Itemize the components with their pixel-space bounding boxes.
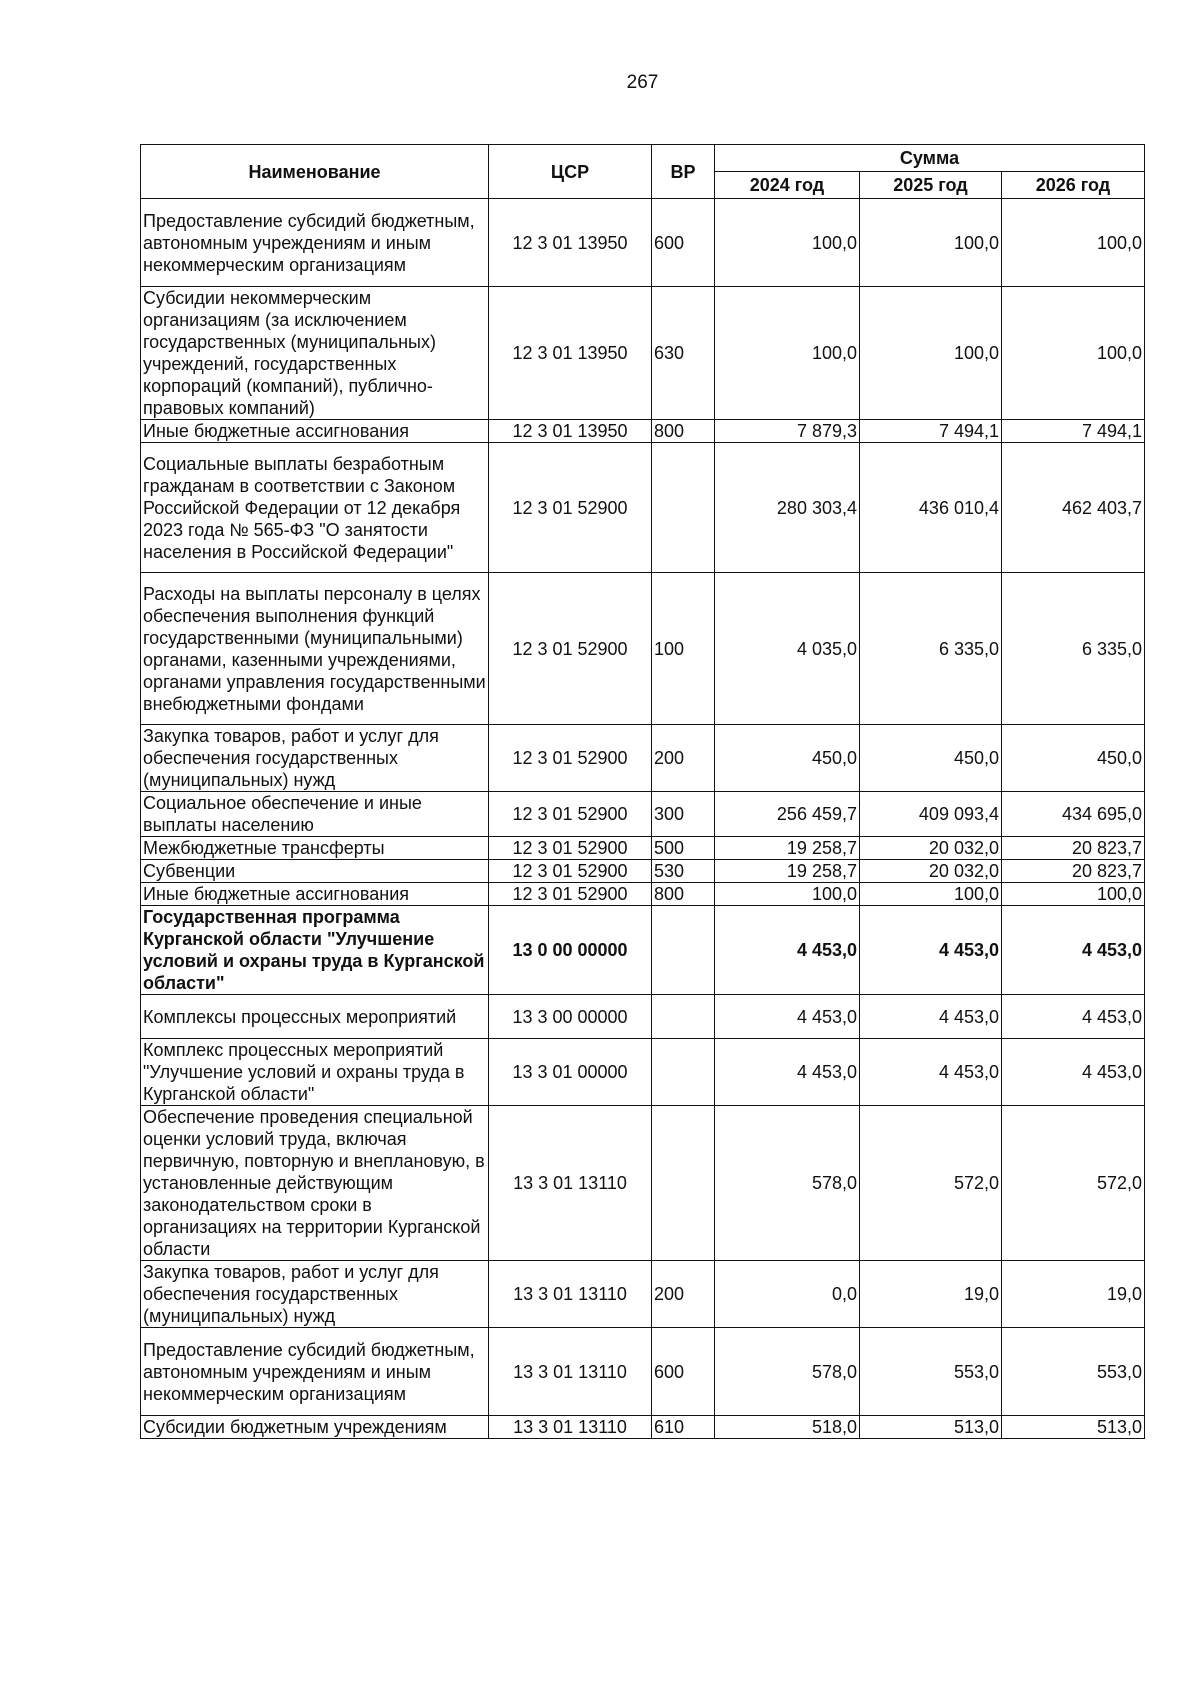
row-vr: 800 <box>652 883 715 906</box>
row-vr <box>652 1106 715 1261</box>
row-value-2026: 7 494,1 <box>1002 420 1145 443</box>
row-value-2024: 19 258,7 <box>715 860 860 883</box>
table-row <box>141 1328 1145 1416</box>
row-value-2026: 553,0 <box>1002 1328 1145 1416</box>
row-csr: 13 3 01 13110 <box>489 1416 652 1439</box>
table-row <box>141 837 1145 860</box>
row-value-2025: 20 032,0 <box>860 860 1002 883</box>
row-value-2026: 4 453,0 <box>1002 1039 1145 1106</box>
header-year-2026: 2026 год <box>1002 172 1145 199</box>
table-row <box>141 995 1145 1039</box>
row-csr: 13 0 00 00000 <box>489 906 652 995</box>
row-csr: 12 3 01 52900 <box>489 443 652 573</box>
row-name: Предоставление субсидий бюджетным, автономным учреждениям и иным некоммерческим организациям <box>141 199 489 287</box>
row-value-2026: 572,0 <box>1002 1106 1145 1261</box>
row-value-2024: 100,0 <box>715 287 860 420</box>
row-value-2024: 450,0 <box>715 725 860 792</box>
row-csr: 12 3 01 52900 <box>489 837 652 860</box>
row-csr: 12 3 01 52900 <box>489 860 652 883</box>
row-csr: 12 3 01 13950 <box>489 199 652 287</box>
row-value-2024: 280 303,4 <box>715 443 860 573</box>
row-value-2025: 4 453,0 <box>860 1039 1002 1106</box>
row-value-2025: 100,0 <box>860 287 1002 420</box>
header-vr: ВР <box>652 145 715 199</box>
table-row <box>141 860 1145 883</box>
row-value-2024: 4 453,0 <box>715 1039 860 1106</box>
row-csr: 12 3 01 13950 <box>489 287 652 420</box>
row-value-2024: 19 258,7 <box>715 837 860 860</box>
row-csr: 12 3 01 52900 <box>489 792 652 837</box>
row-vr <box>652 443 715 573</box>
row-vr: 500 <box>652 837 715 860</box>
row-value-2025: 4 453,0 <box>860 906 1002 995</box>
row-name: Межбюджетные трансферты <box>141 837 489 860</box>
row-value-2025: 436 010,4 <box>860 443 1002 573</box>
row-vr <box>652 1039 715 1106</box>
row-vr: 100 <box>652 573 715 725</box>
row-value-2026: 6 335,0 <box>1002 573 1145 725</box>
row-vr <box>652 995 715 1039</box>
row-csr: 12 3 01 13950 <box>489 420 652 443</box>
row-vr: 530 <box>652 860 715 883</box>
row-value-2025: 7 494,1 <box>860 420 1002 443</box>
row-value-2024: 4 035,0 <box>715 573 860 725</box>
row-value-2025: 513,0 <box>860 1416 1002 1439</box>
budget-table <box>140 144 1145 1439</box>
row-name: Предоставление субсидий бюджетным, автономным учреждениям и иным некоммерческим организациям <box>141 1328 489 1416</box>
row-name: Субсидии бюджетным учреждениям <box>141 1416 489 1439</box>
header-name: Наименование <box>141 145 489 199</box>
row-csr: 13 3 00 00000 <box>489 995 652 1039</box>
row-value-2025: 553,0 <box>860 1328 1002 1416</box>
table-row <box>141 1416 1145 1439</box>
table-row <box>141 443 1145 573</box>
row-csr: 12 3 01 52900 <box>489 573 652 725</box>
row-csr: 12 3 01 52900 <box>489 725 652 792</box>
row-value-2025: 100,0 <box>860 199 1002 287</box>
row-name: Закупка товаров, работ и услуг для обеспечения государственных (муниципальных) нужд <box>141 1261 489 1328</box>
row-value-2025: 6 335,0 <box>860 573 1002 725</box>
table-row <box>141 883 1145 906</box>
table-row <box>141 420 1145 443</box>
row-csr: 12 3 01 52900 <box>489 883 652 906</box>
row-value-2026: 462 403,7 <box>1002 443 1145 573</box>
row-name: Государственная программа Курганской области "Улучшение условий и охраны труда в Курганской области" <box>141 906 489 995</box>
row-csr: 13 3 01 00000 <box>489 1039 652 1106</box>
row-name: Обеспечение проведения специальной оценки условий труда, включая первичную, повторную и внеплановую, в установленные действующим законодательством сроки в организациях на территории Курганской области <box>141 1106 489 1261</box>
row-value-2024: 4 453,0 <box>715 906 860 995</box>
row-vr: 610 <box>652 1416 715 1439</box>
row-value-2025: 4 453,0 <box>860 995 1002 1039</box>
row-name: Комплексы процессных мероприятий <box>141 995 489 1039</box>
row-vr: 600 <box>652 199 715 287</box>
row-value-2024: 256 459,7 <box>715 792 860 837</box>
row-value-2026: 434 695,0 <box>1002 792 1145 837</box>
row-value-2026: 100,0 <box>1002 883 1145 906</box>
row-name: Субсидии некоммерческим организациям (за исключением государственных (муниципальных) учреждений, государственных корпораций (компаний), публично-правовых компаний) <box>141 287 489 420</box>
row-vr: 200 <box>652 725 715 792</box>
row-value-2026: 100,0 <box>1002 199 1145 287</box>
table-body <box>141 199 1145 1439</box>
row-vr: 630 <box>652 287 715 420</box>
table-row <box>141 906 1145 995</box>
row-value-2026: 19,0 <box>1002 1261 1145 1328</box>
row-value-2024: 0,0 <box>715 1261 860 1328</box>
row-value-2025: 19,0 <box>860 1261 1002 1328</box>
row-value-2026: 450,0 <box>1002 725 1145 792</box>
table-row <box>141 573 1145 725</box>
table-row <box>141 1261 1145 1328</box>
row-csr: 13 3 01 13110 <box>489 1328 652 1416</box>
row-value-2024: 578,0 <box>715 1106 860 1261</box>
row-value-2025: 20 032,0 <box>860 837 1002 860</box>
row-value-2024: 578,0 <box>715 1328 860 1416</box>
header-year-2025: 2025 год <box>860 172 1002 199</box>
row-vr: 300 <box>652 792 715 837</box>
row-vr: 200 <box>652 1261 715 1328</box>
row-name: Комплекс процессных мероприятий "Улучшение условий и охраны труда в Курганской области" <box>141 1039 489 1106</box>
row-value-2024: 100,0 <box>715 199 860 287</box>
row-name: Закупка товаров, работ и услуг для обеспечения государственных (муниципальных) нужд <box>141 725 489 792</box>
row-value-2026: 513,0 <box>1002 1416 1145 1439</box>
row-name: Расходы на выплаты персоналу в целях обеспечения выполнения функций государственными (муниципальными) органами, казенными учреждениями, органами управления государственными внебюджетными фондами <box>141 573 489 725</box>
table-row <box>141 792 1145 837</box>
row-name: Социальное обеспечение и иные выплаты населению <box>141 792 489 837</box>
row-vr: 800 <box>652 420 715 443</box>
table-row <box>141 1106 1145 1261</box>
header-csr: ЦСР <box>489 145 652 199</box>
row-value-2026: 20 823,7 <box>1002 860 1145 883</box>
row-name: Социальные выплаты безработным гражданам в соответствии с Законом Российской Федерации от 12 декабря 2023 года № 565-ФЗ "О занятости населения в Российской Федерации" <box>141 443 489 573</box>
table-row <box>141 287 1145 420</box>
row-value-2026: 20 823,7 <box>1002 837 1145 860</box>
row-value-2025: 572,0 <box>860 1106 1002 1261</box>
row-vr <box>652 906 715 995</box>
row-value-2024: 7 879,3 <box>715 420 860 443</box>
row-name: Иные бюджетные ассигнования <box>141 420 489 443</box>
row-value-2026: 4 453,0 <box>1002 906 1145 995</box>
row-vr: 600 <box>652 1328 715 1416</box>
page-number: 267 <box>626 72 659 93</box>
row-value-2025: 100,0 <box>860 883 1002 906</box>
table-row <box>141 199 1145 287</box>
row-csr: 13 3 01 13110 <box>489 1261 652 1328</box>
table-row <box>141 1039 1145 1106</box>
header-row-1 <box>141 145 1145 172</box>
row-name: Иные бюджетные ассигнования <box>141 883 489 906</box>
table-row <box>141 725 1145 792</box>
row-name: Субвенции <box>141 860 489 883</box>
header-sum: Сумма <box>715 145 1145 172</box>
header-year-2024: 2024 год <box>715 172 860 199</box>
row-value-2024: 518,0 <box>715 1416 860 1439</box>
row-value-2025: 409 093,4 <box>860 792 1002 837</box>
row-value-2026: 100,0 <box>1002 287 1145 420</box>
row-value-2024: 4 453,0 <box>715 995 860 1039</box>
row-value-2026: 4 453,0 <box>1002 995 1145 1039</box>
row-value-2025: 450,0 <box>860 725 1002 792</box>
row-csr: 13 3 01 13110 <box>489 1106 652 1261</box>
row-value-2024: 100,0 <box>715 883 860 906</box>
